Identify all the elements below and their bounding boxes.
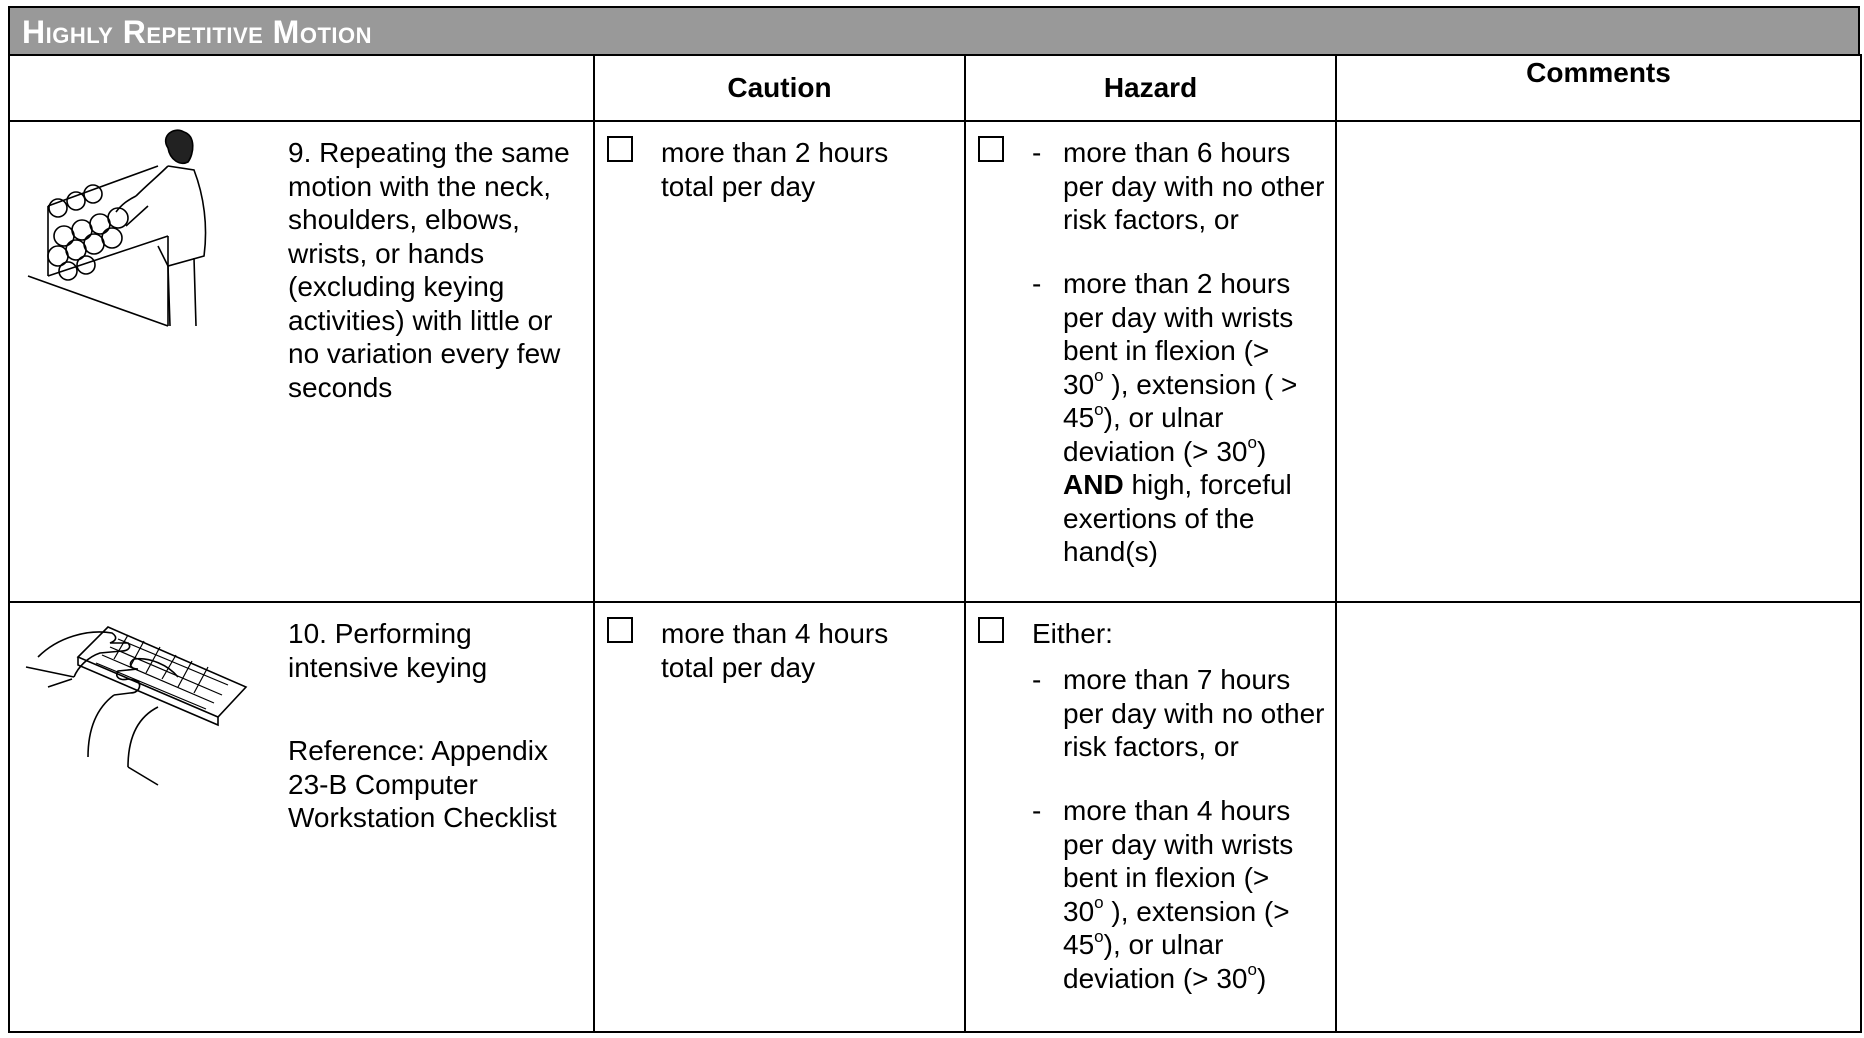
hazard-lead: Either:: [1032, 618, 1113, 649]
section-banner: [8, 6, 1860, 54]
caution-cell: [594, 602, 965, 1032]
header-comments: Comments: [1336, 55, 1861, 121]
hazard-dash: -: [1032, 795, 1042, 826]
header-caution: Caution: [594, 55, 965, 121]
item-description: 10. Performing intensive keying: [288, 618, 488, 683]
worker-at-conveyor-illustration: [18, 126, 218, 341]
checklist-table: [8, 54, 1862, 1033]
hazard-cell: [965, 121, 1336, 602]
caution-cell: [594, 121, 965, 602]
hazard-option-text: more than 7 hours per day with no other risk factors, or: [1063, 664, 1325, 762]
hazard-dash: -: [1032, 664, 1042, 695]
checklist-sheet: [8, 6, 1860, 1033]
hazard-cell: [965, 602, 1336, 1032]
item-description: 9. Repeating the same motion with the neck, shoulders, elbows, wrists, or hands (excluding keying activities) with little or no variation every few seconds: [288, 137, 570, 403]
hazard-dash: -: [1032, 137, 1042, 168]
comments-cell[interactable]: [1336, 602, 1861, 1032]
table-row: [9, 121, 1861, 602]
hazard-checkbox[interactable]: [978, 136, 1004, 162]
hazard-option-text: more than 2 hours per day with wrists bent in flexion (> $30^o$ ), extension ( > $45^o$), or ulnar deviation (> $30^o$) AND high, forceful exertions of the hand(s): [1063, 268, 1298, 567]
hazard-checkbox[interactable]: [978, 617, 1004, 643]
section-title: Highly Repetitive Motion: [22, 14, 372, 50]
header-row: [9, 55, 1861, 121]
caution-text: more than 4 hours total per day: [661, 618, 889, 683]
comments-cell[interactable]: [1336, 121, 1861, 602]
hazard-option-text: more than 6 hours per day with no other risk factors, or: [1063, 137, 1325, 235]
hands-on-keyboard-illustration: [18, 607, 250, 792]
header-item: [9, 55, 594, 121]
caution-text: more than 2 hours total per day: [661, 137, 889, 202]
caution-checkbox[interactable]: [607, 136, 633, 162]
header-hazard: Hazard: [965, 55, 1336, 121]
hazard-option-text: more than 4 hours per day with wrists bent in flexion (> $30^o$ ), extension (> $45^o$), or ulnar deviation (> $30^o$): [1063, 795, 1294, 994]
item-cell: [9, 121, 594, 602]
table-row: [9, 602, 1861, 1032]
caution-checkbox[interactable]: [607, 617, 633, 643]
item-reference: Reference: Appendix 23-B Computer Workstation Checklist: [288, 735, 557, 833]
item-cell: [9, 602, 594, 1032]
hazard-dash: -: [1032, 268, 1042, 299]
